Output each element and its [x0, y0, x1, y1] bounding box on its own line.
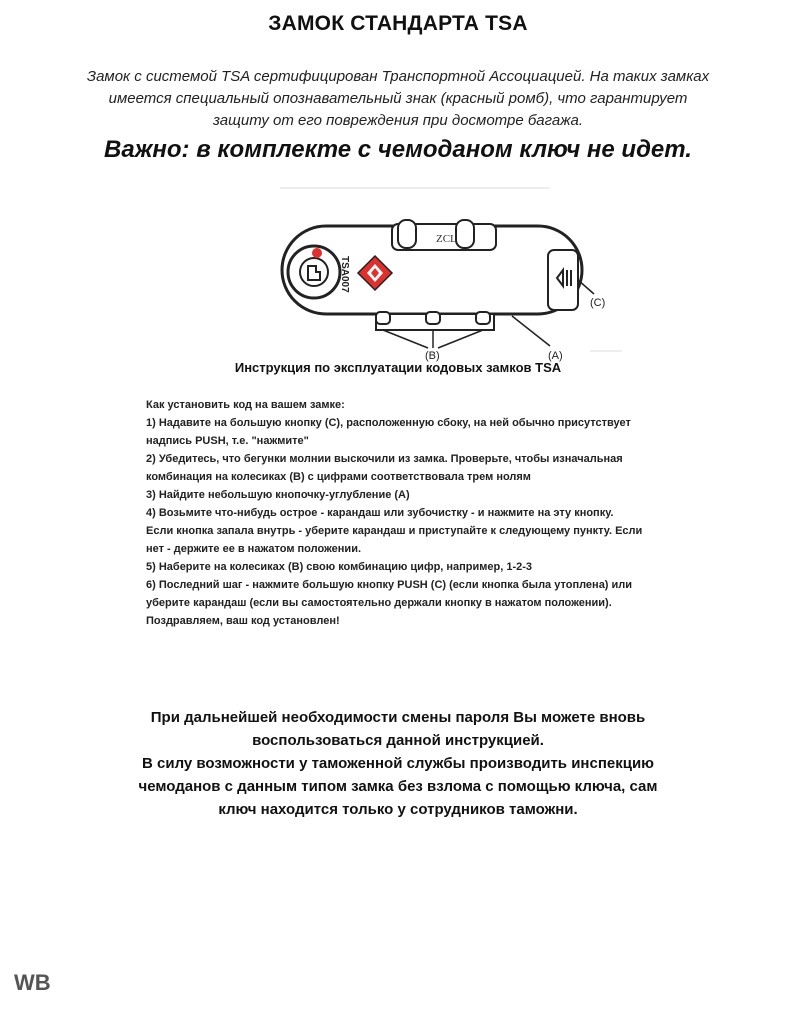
outro-line: чемоданов с данным типом замка без взлома с помощью ключа, сам	[138, 778, 658, 795]
instruction-steps	[146, 396, 706, 630]
step-line: уберите карандаш (если вы самостоятельно держали кнопку в нажатом положении).	[146, 597, 612, 609]
wheel-bottom-1	[376, 312, 390, 324]
step-line: 3) Найдите небольшую кнопочку-углубление (A)	[146, 489, 410, 501]
pointer-c	[578, 280, 594, 294]
label-b: (B)	[425, 350, 440, 362]
outro-line: ключ находится только у сотрудников таможни.	[218, 801, 578, 818]
wheel-bottom-3	[476, 312, 490, 324]
wheel-top-1	[398, 220, 416, 248]
intro-line: Замок с системой TSA сертифицирован Транспортной Ассоциацией. На таких замках	[86, 68, 710, 85]
important-note: Важно: в комплекте с чемоданом ключ не идет.	[104, 136, 692, 163]
step-line: 4) Возьмите что-нибудь острое - карандаш или зубочистку - и нажмите на эту кнопку.	[146, 507, 614, 519]
label-a: (A)	[548, 350, 563, 362]
intro-paragraph	[78, 66, 718, 132]
step-line: 2) Убедитесь, что бегунки молнии выскочили из замка. Проверьте, чтобы изначальная	[146, 453, 623, 465]
step-line: нет - держите ее в нажатом положении.	[146, 543, 362, 555]
step-line: 5) Наберите на колесиках (B) свою комбинацию цифр, например, 1-2-3	[146, 561, 533, 573]
pointer-a	[512, 316, 550, 346]
step-line: Как установить код на вашем замке:	[146, 399, 345, 411]
page-title: ЗАМОК СТАНДАРТА TSA	[268, 12, 528, 35]
wheel-bottom-2	[426, 312, 440, 324]
outro-line: В силу возможности у таможенной службы производить инспекцию	[142, 755, 654, 772]
step-line: надпись PUSH, т.е. "нажмите"	[146, 435, 309, 447]
red-dot	[312, 248, 322, 258]
outro-line: При дальнейшей необходимости смены пароля Вы можете вновь	[150, 709, 646, 726]
wb-watermark: WB	[14, 970, 51, 995]
pointer-b3	[438, 330, 483, 348]
tsa-code-label: TSA007	[339, 256, 350, 293]
keyhole	[300, 258, 328, 286]
step-line: 6) Последний шаг - нажмите большую кнопку PUSH (C) (если кнопка была утоплена) или	[146, 579, 633, 591]
tsa-lock-diagram	[250, 186, 630, 366]
outro-paragraph	[100, 706, 696, 821]
step-line: Если кнопка запала внутрь - уберите карандаш и приступайте к следующему пункту. Если	[146, 525, 643, 537]
label-c: (C)	[590, 297, 606, 309]
pointer-b1	[383, 330, 428, 348]
step-line: Поздравляем, ваш код установлен!	[146, 615, 340, 627]
intro-line: имеется специальный опознавательный знак (красный ромб), что гарантирует	[108, 90, 688, 107]
intro-line: защиту от его повреждения при досмотре багажа.	[212, 112, 584, 129]
brand-label: ZCL	[436, 233, 457, 245]
manual-title: Инструкция по эксплуатации кодовых замков TSA	[234, 360, 562, 375]
wheel-top-2	[456, 220, 474, 248]
outro-line: воспользоваться данной инструкцией.	[252, 732, 544, 749]
step-line: комбинация на колесиках (B) с цифрами соответствовала трем нолям	[146, 471, 531, 483]
step-line: 1) Надавите на большую кнопку (C), расположенную сбоку, на ней обычно присутствует	[146, 417, 631, 429]
